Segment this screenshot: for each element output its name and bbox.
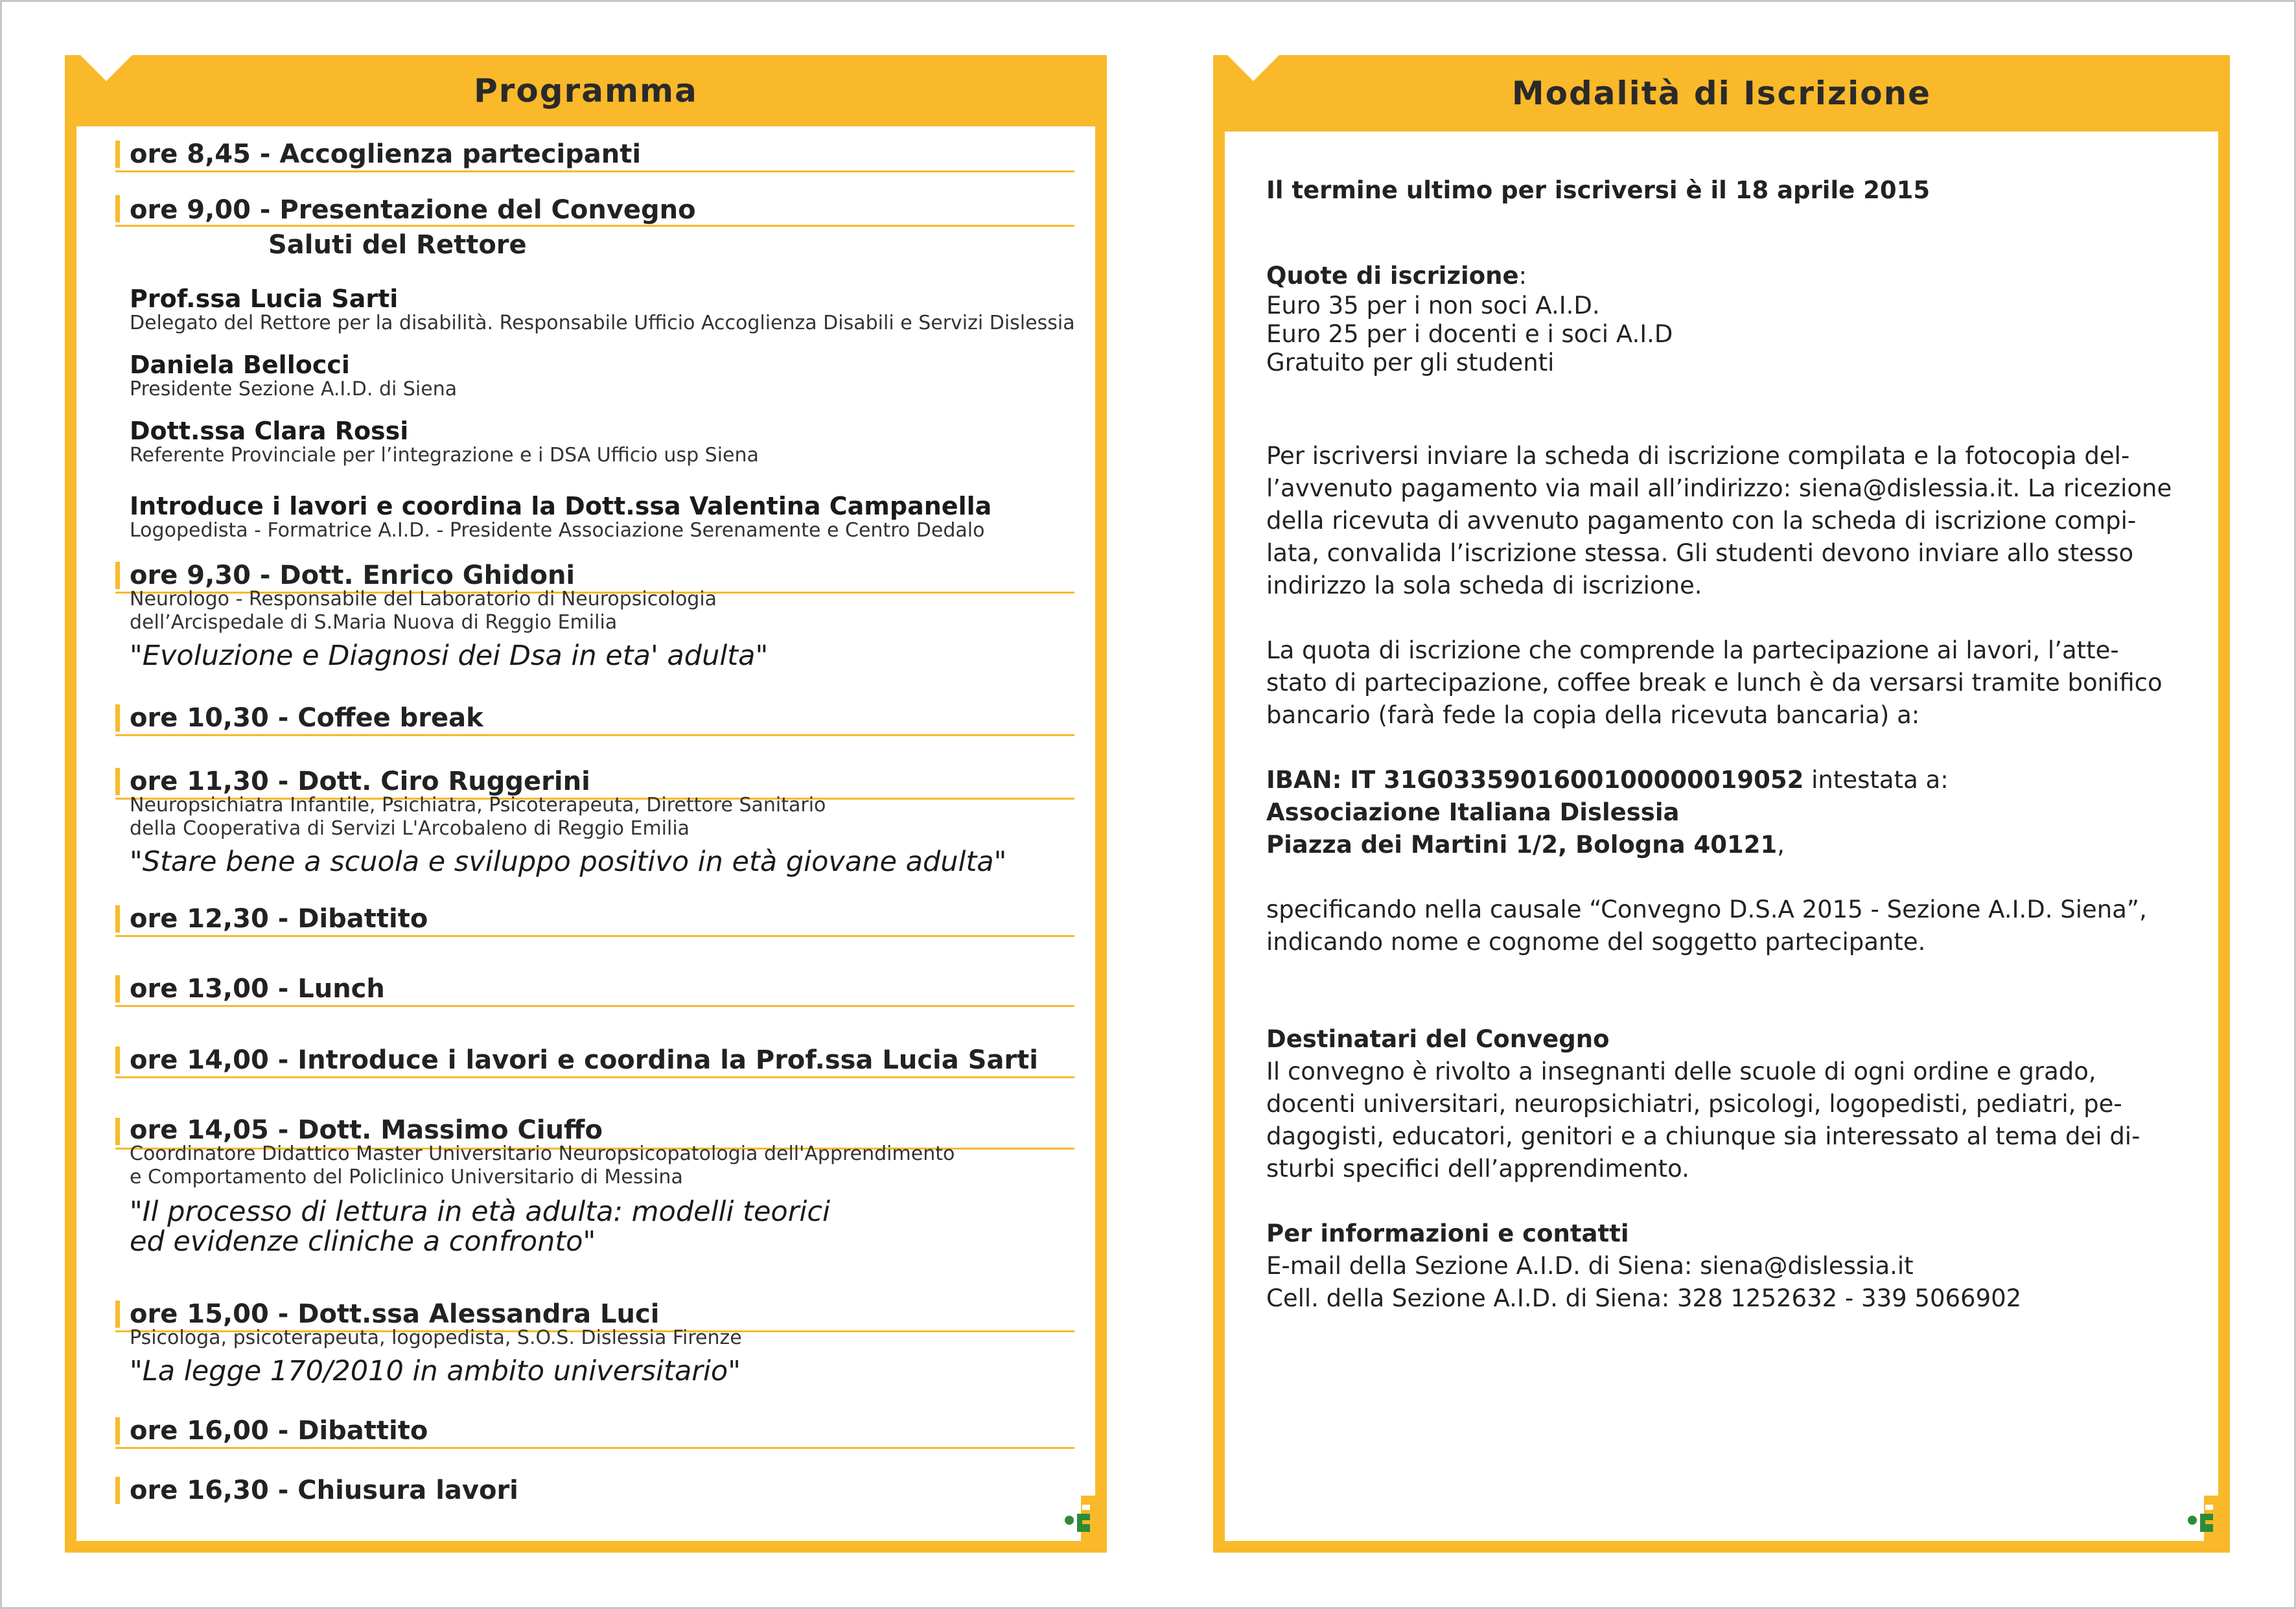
person-role: Presidente Sezione A.I.D. di Siena (130, 378, 458, 400)
iban: IBAN: IT 31G0335901600100000019052 (1266, 766, 1804, 794)
body-line: lata, convalida l’iscrizione stessa. Gli studenti devono inviare allo stesso (1266, 539, 2134, 567)
body-line: bancario (farà fede la copia della ricevuta bancaria) a: (1266, 701, 1920, 729)
body-line: La quota di iscrizione che comprende la partecipazione ai lavori, l’atte- (1266, 636, 2119, 664)
registration-panel (1213, 55, 2230, 1553)
slot-time: ore 11,30 - Dott. Ciro Ruggerini (130, 767, 590, 796)
contacts-title: Per informazioni e contatti (1266, 1220, 1629, 1247)
slot-time: ore 15,00 - Dott.ssa Alessandra Luci (130, 1299, 660, 1329)
contact-line: Cell. della Sezione A.I.D. di Siena: 328 1252632 - 339 5066902 (1266, 1284, 2022, 1312)
program-title: Programma (474, 72, 698, 110)
address-line (1266, 829, 2193, 861)
iban-line (1266, 764, 2193, 796)
speaker-role: Neuropsichiatra Infantile, Psichiatra, Psicoterapeuta, Direttore Sanitario (130, 794, 826, 816)
body-line: indicando nome e cognome del soggetto partecipante. (1266, 928, 1926, 956)
person-name: Dott.ssa Clara Rossi (130, 417, 409, 445)
body-line: specificando nella causale “Convegno D.S.A 2015 - Sezione A.I.D. Siena”, (1266, 896, 2147, 923)
logo-mark-icon (1063, 1496, 1095, 1541)
fee-line: Gratuito per gli studenti (1266, 349, 1555, 376)
person-name: Prof.ssa Lucia Sarti (130, 284, 399, 313)
slot-time: ore 14,00 - Introduce i lavori e coordina la Prof.ssa Lucia Sarti (130, 1045, 1039, 1075)
registration-title: Modalità di Iscrizione (1511, 75, 1932, 112)
speaker-role: della Cooperativa di Servizi L'Arcobaleno di Reggio Emilia (130, 817, 690, 840)
fees-colon: : (1518, 262, 1527, 290)
speaker-role: e Comportamento del Policlinico Universitario di Messina (130, 1166, 683, 1188)
slot-time: ore 13,00 - Lunch (130, 974, 385, 1004)
body-line: dagogisti, educatori, genitori e a chiunque sia interessato al tema dei di- (1266, 1122, 2140, 1150)
talk-title: "La legge 170/2010 in ambito universitario" (130, 1355, 741, 1387)
slot-time: ore 16,30 - Chiusura lavori (130, 1476, 518, 1505)
talk-title: "Il processo di lettura in età adulta: modelli teorici (130, 1196, 830, 1228)
fees-title: Quote di iscrizione (1266, 262, 1519, 290)
registration-content (1225, 132, 2218, 1541)
program-panel (65, 55, 1107, 1553)
slot-time: ore 16,00 - Dibattito (130, 1416, 428, 1446)
body-line: Il convegno è rivolto a insegnanti delle scuole di ogni ordine e grado, (1266, 1058, 2096, 1085)
slot-time: ore 9,30 - Dott. Enrico Ghidoni (130, 561, 575, 590)
slot-time: ore 12,30 - Dibattito (130, 904, 428, 934)
fee-line: Euro 25 per i docenti e i soci A.I.D (1266, 320, 1673, 348)
body-line: sturbi specifici dell’apprendimento. (1266, 1155, 1689, 1183)
fees-heading (1266, 260, 2193, 292)
program-content (76, 126, 1095, 1541)
talk-title: ed evidenze cliniche a confronto" (130, 1225, 596, 1258)
speaker-role: Psicologa, psicoterapeuta, logopedista, S.O.S. Dislessia Firenze (130, 1326, 742, 1349)
person-name: Daniela Bellocci (130, 351, 350, 379)
logo-mark-icon (2186, 1496, 2218, 1541)
speaker-role: Neurologo - Responsabile del Laboratorio di Neuropsicologia (130, 588, 717, 610)
slot-time: ore 8,45 - Accoglienza partecipanti (130, 139, 642, 169)
speaker-role: Coordinatore Didattico Master Universitario Neuropsicopatologia dell'Apprendimento (130, 1142, 955, 1165)
slot-time: ore 9,00 - Presentazione del Convegno (130, 195, 696, 225)
person-role: Referente Provinciale per l’integrazione e i DSA Ufficio usp Siena (130, 444, 759, 467)
address-suffix: , (1777, 831, 1785, 859)
slot-time: ore 10,30 - Coffee break (130, 703, 483, 733)
header-notch (80, 55, 132, 81)
iban-suffix: intestata a: (1803, 766, 1949, 794)
deadline: Il termine ultimo per iscriversi è il 18 aprile 2015 (1266, 176, 1931, 204)
body-line: della ricevuta di avvenuto pagamento con la scheda di iscrizione compi- (1266, 507, 2137, 535)
header-notch (1227, 55, 1279, 81)
audience-title: Destinatari del Convegno (1266, 1025, 1610, 1053)
person-name: Introduce i lavori e coordina la Dott.ssa Valentina Campanella (130, 492, 992, 520)
slot-subtitle: Saluti del Rettore (268, 230, 527, 260)
association-name: Associazione Italiana Dislessia (1266, 798, 1680, 826)
address: Piazza dei Martini 1/2, Bologna 40121 (1266, 831, 1778, 859)
body-line: indirizzo la sola scheda di iscrizione. (1266, 572, 1702, 599)
person-role: Logopedista - Formatrice A.I.D. - Presidente Associazione Serenamente e Centro Dedalo (130, 519, 985, 542)
talk-title: "Evoluzione e Diagnosi dei Dsa in eta' adulta" (130, 640, 769, 672)
body-line: Per iscriversi inviare la scheda di iscrizione compilata e la fotocopia del- (1266, 442, 2130, 470)
fee-line: Euro 35 per i non soci A.I.D. (1266, 292, 1600, 319)
speaker-role: dell’Arcispedale di S.Maria Nuova di Reggio Emilia (130, 611, 618, 634)
person-role: Delegato del Rettore per la disabilità. Responsabile Ufficio Accoglienza Disabili e Servizi Dislessia (130, 312, 1075, 334)
talk-title: "Stare bene a scuola e sviluppo positivo in età giovane adulta" (130, 846, 1007, 878)
body-line: docenti universitari, neuropsichiatri, psicologi, logopedisti, pediatri, pe- (1266, 1090, 2122, 1118)
body-line: l’avvenuto pagamento via mail all’indirizzo: siena@dislessia.it. La ricezione (1266, 474, 2172, 502)
body-line: stato di partecipazione, coffee break e lunch è da versarsi tramite bonifico (1266, 669, 2163, 697)
slot-time: ore 14,05 - Dott. Massimo Ciuffo (130, 1115, 603, 1145)
contact-line: E-mail della Sezione A.I.D. di Siena: siena@dislessia.it (1266, 1252, 1914, 1280)
